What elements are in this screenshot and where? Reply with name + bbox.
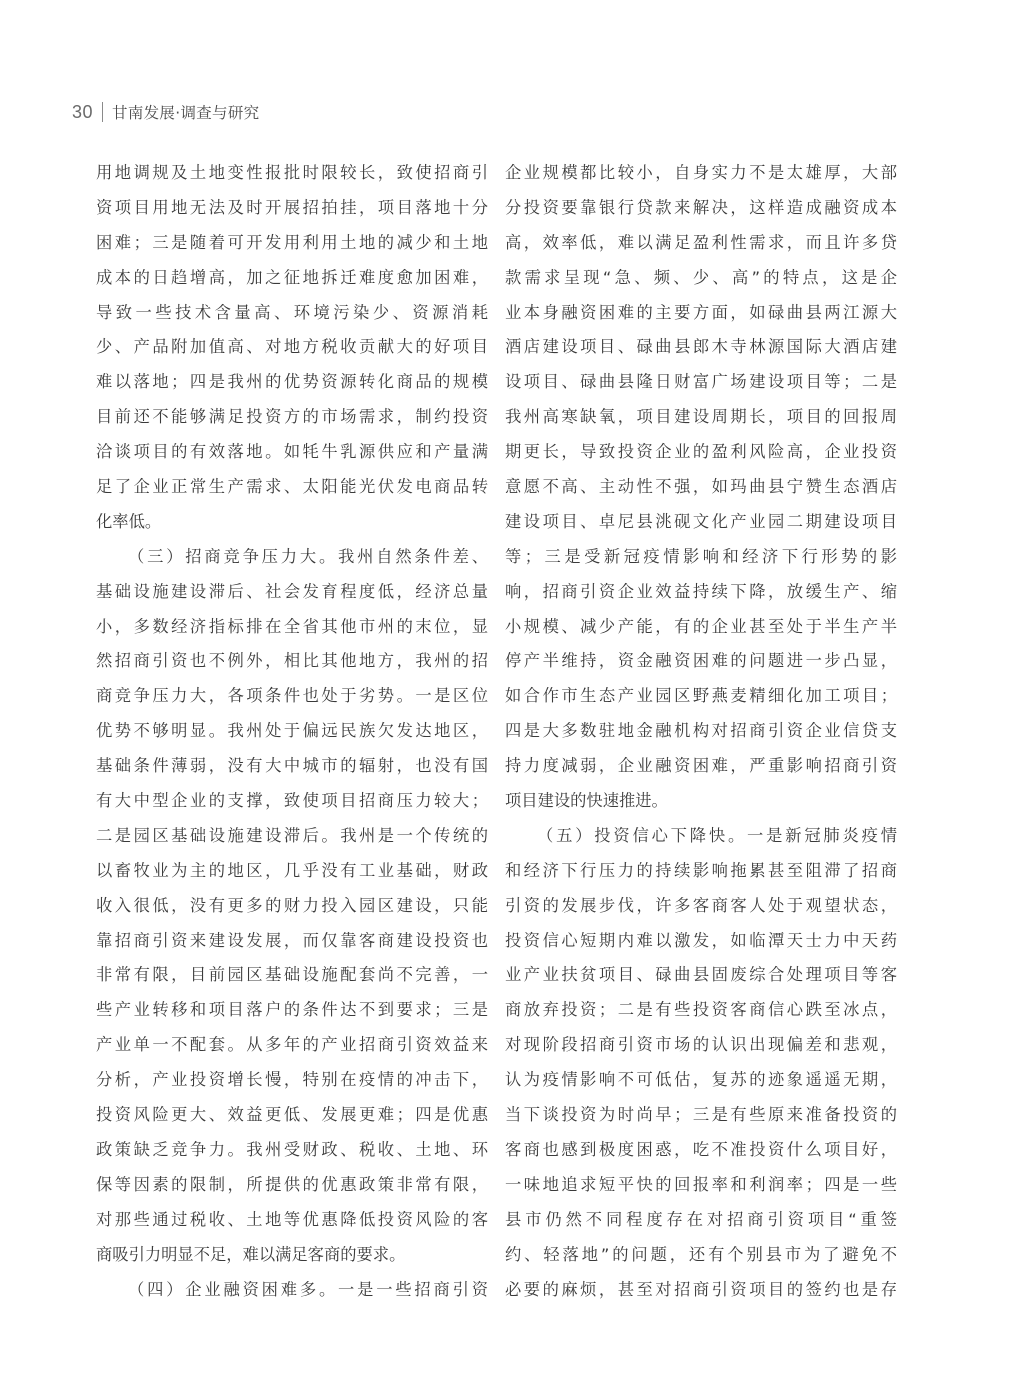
- left-column-line: 导致一些技术含量高、环境污染少、资源消耗: [96, 302, 488, 322]
- left-column-line: 足了企业正常生产需求、太阳能光伏发电商品转: [96, 477, 488, 497]
- right-column-line: 酒店建设项目、碌曲县郎木寺林源国际大酒店建: [505, 337, 897, 357]
- right-column-line: 认为疫情影响不可低估，复苏的迹象遥遥无期，: [505, 1070, 897, 1090]
- right-column-line: 高，效率低，难以满足盈利性需求，而且许多贷: [505, 232, 897, 252]
- left-column-line: 收入很低，没有更多的财力投入园区建设，只能: [96, 895, 488, 915]
- right-column-line: 项目建设的快速推进。: [505, 791, 668, 811]
- right-column-line: 引资的发展步伐，许多客商客人处于观望状态，: [505, 895, 897, 915]
- right-text-column: [505, 156, 897, 1307]
- page-number: 30: [72, 101, 94, 122]
- left-column-line: 些产业转移和项目落户的条件达不到要求；三是: [96, 1000, 488, 1020]
- right-column-line: 我州高寒缺氧，项目建设周期长，项目的回报周: [505, 407, 897, 427]
- right-column-line: 必要的麻烦，甚至对招商引资项目的签约也是存: [505, 1279, 897, 1299]
- right-column-line: 约、轻落地”的问题，还有个别县市为了避免不: [505, 1244, 897, 1264]
- left-column-line: 产业单一不配套。从多年的产业招商引资效益来: [96, 1035, 488, 1055]
- running-header: [72, 99, 259, 125]
- left-column-line: 洽谈项目的有效落地。如牦牛乳源供应和产量满: [96, 442, 488, 462]
- left-column-line: 然招商引资也不例外，相比其他地方，我州的招: [96, 651, 488, 671]
- left-column-line: 基础条件薄弱，没有大中城市的辐射，也没有国: [96, 756, 488, 776]
- right-column-line: 建设项目、卓尼县洮砚文化产业园二期建设项目: [505, 511, 897, 531]
- left-column-line: 优势不够明显。我州处于偏远民族欠发达地区，: [96, 721, 488, 741]
- right-column-line: 等；三是受新冠疫情影响和经济下行形势的影: [505, 546, 897, 566]
- left-column-line: 商吸引力明显不足，难以满足客商的要求。: [96, 1244, 406, 1264]
- left-column-line: 资项目用地无法及时开展招拍挂，项目落地十分: [96, 197, 488, 217]
- right-column-line: 一味地追求短平快的回报率和利润率；四是一些: [505, 1174, 897, 1194]
- left-column-line: 目前还不能够满足投资方的市场需求，制约投资: [96, 407, 488, 427]
- left-column-line: 基础设施建设滞后、社会发育程度低，经济总量: [96, 581, 488, 601]
- right-column-line: 如合作市生态产业园区野燕麦精细化加工项目；: [505, 686, 897, 706]
- left-column-line: 非常有限，目前园区基础设施配套尚不完善，一: [96, 965, 488, 985]
- right-column-line: 业产业扶贫项目、碌曲县固废综合处理项目等客: [505, 965, 897, 985]
- right-column-line: 期更长，导致投资企业的盈利风险高，企业投资: [505, 442, 897, 462]
- right-column-line: 当下谈投资为时尚早；三是有些原来准备投资的: [505, 1105, 897, 1125]
- right-column-line: 分投资要靠银行贷款来解决，这样造成融资成本: [505, 197, 897, 217]
- right-column-line: 设项目、碌曲县隆日财富广场建设项目等；二是: [505, 372, 897, 392]
- right-column-line: 款需求呈现“急、频、少、高”的特点，这是企: [505, 267, 897, 287]
- right-column-line: 商放弃投资；二是有些投资客商信心跌至冰点，: [505, 1000, 897, 1020]
- left-column-line: 用地调规及土地变性报批时限较长，致使招商引: [96, 163, 488, 182]
- right-column-line: 停产半维持，资金融资困难的问题进一步凸显，: [505, 651, 897, 671]
- right-column-line: 响，招商引资企业效益持续下降，放缓生产、缩: [505, 581, 897, 601]
- left-column-line: 靠招商引资来建设发展，而仅靠客商建设投资也: [96, 930, 488, 950]
- left-column-line: 成本的日趋增高，加之征地拆迁难度愈加困难，: [96, 267, 488, 287]
- left-column-line: 少、产品附加值高、对地方税收贡献大的好项目: [96, 337, 488, 357]
- right-column-line: 四是大多数驻地金融机构对招商引资企业信贷支: [505, 721, 897, 741]
- right-column-line: （五）投资信心下降快。一是新冠肺炎疫情: [537, 825, 897, 845]
- right-column-line: 小规模、减少产能，有的企业甚至处于半生产半: [505, 616, 897, 636]
- left-column-line: （四）企业融资困难多。一是一些招商引资: [128, 1279, 488, 1299]
- left-column-line: 保等因素的限制，所提供的优惠政策非常有限，: [96, 1174, 488, 1194]
- left-column-line: 以畜牧业为主的地区，几乎没有工业基础，财政: [96, 860, 488, 880]
- left-column-line: 政策缺乏竞争力。我州受财政、税收、土地、环: [96, 1139, 488, 1159]
- left-column-line: 有大中型企业的支撑，致使项目招商压力较大；: [96, 791, 488, 811]
- left-column-line: 商竞争压力大，各项条件也处于劣势。一是区位: [96, 686, 488, 706]
- left-column-line: 小，多数经济指标排在全省其他市州的末位，显: [96, 616, 488, 636]
- journal-title: 甘南发展·调查与研究: [112, 104, 260, 122]
- right-column-line: 持力度减弱，企业融资困难，严重影响招商引资: [505, 756, 897, 776]
- right-column-line: 县市仍然不同程度存在对招商引资项目“重签: [505, 1209, 897, 1229]
- left-column-line: 化率低。: [96, 511, 162, 531]
- left-column-line: （三）招商竞争压力大。我州自然条件差、: [128, 546, 488, 566]
- right-column-line: 客商也感到极度困惑，吃不准投资什么项目好，: [505, 1139, 897, 1159]
- header-divider: [102, 102, 103, 122]
- left-column-line: 难以落地；四是我州的优势资源转化商品的规模: [96, 372, 488, 392]
- right-column-line: 意愿不高、主动性不强，如玛曲县宁赞生态酒店: [505, 477, 897, 497]
- right-column-line: 业本身融资困难的主要方面，如碌曲县两江源大: [505, 302, 897, 322]
- left-column-line: 困难；三是随着可开发用利用土地的减少和土地: [96, 232, 488, 252]
- right-column-line: 和经济下行压力的持续影响拖累甚至阻滞了招商: [505, 860, 897, 880]
- left-column-line: 分析，产业投资增长慢，特别在疫情的冲击下，: [96, 1070, 488, 1090]
- right-column-line: 企业规模都比较小，自身实力不是太雄厚，大部: [505, 163, 897, 182]
- left-column-line: 对那些通过税收、土地等优惠降低投资风险的客: [96, 1209, 488, 1229]
- right-column-line: 投资信心短期内难以激发，如临潭天士力中天药: [505, 930, 897, 950]
- left-text-column: [96, 156, 488, 1307]
- left-column-line: 投资风险更大、效益更低、发展更难；四是优惠: [96, 1105, 488, 1125]
- left-column-line: 二是园区基础设施建设滞后。我州是一个传统的: [96, 825, 488, 845]
- right-column-line: 对现阶段招商引资市场的认识出现偏差和悲观，: [505, 1035, 897, 1055]
